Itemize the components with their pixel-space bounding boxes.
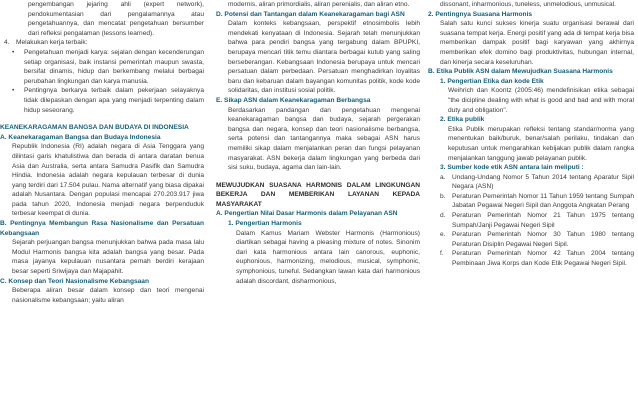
subheading-e: E. Sikap ASN dalam Keanekaragaman Berbangsa: [216, 96, 371, 104]
list-item: [428, 173, 634, 192]
column-left: [0, 0, 204, 305]
list-letter: b.: [440, 192, 446, 200]
kode-etik-list: [428, 173, 634, 269]
list-item: [428, 211, 634, 230]
list-letter: a.: [440, 173, 446, 181]
list-text: Peraturan Pemerintah Nomor 11 Tahun 1959 tentang Sumpah Jabatan Pegawai Negeri Sipil dan Anggota Angkatan Perang: [452, 192, 634, 210]
subheading-b: B. Etika Publik ASN dalam Mewujudkan Suasana Harmonis: [428, 68, 613, 76]
bullet-item-2: [0, 86, 204, 115]
bullet-item-1: [0, 48, 204, 86]
paragraph-knowledge: pengembangan jejaring ahli (expert network), pendokumentasian dari pengalamannya atau pengetahuannya, dan mencatat pengetahuan bersumber dari refleksi pengalaman (lessons learned).: [28, 1, 204, 37]
subheading-c: C. Konsep dan Teori Nasionalisme Kebangsaan: [0, 277, 150, 285]
paragraph-e: Berdasarkan pandangan dan pengetahuan mengenai keanekaragaman bangsa dan budaya, sejarah pergerakan bangsa dan negara, konsep dan teori nasionalisme berbangsa, serta potensi dan tantangannya maka sebagai ASN harus memiliki sikap dalam menjalankan peran dan fungsi pelayanan masyarakat. ASN bekerja dalam lingkungan yang berbeda dari sisi suku, budaya, agama dan lain-lain.: [228, 106, 420, 172]
paragraph-continued: dissonant, inharmonious, tuneless, unmelodious, unmusical.: [440, 1, 616, 8]
list-item: [428, 249, 634, 268]
paragraph-etika: Weihrich dan Koontz (2005:46) mendefinisikan etika sebagai "the dicipline dealing with what is good and bad and with moral duty and obligation".: [448, 87, 634, 114]
section-heading: MEWUJUDKAN SUASANA HARMONIS DALAM LINGKUNGAN BEKERJA DAN MEMBERIKAN LAYANAN KEPADA MASYARAKAT: [216, 181, 420, 208]
subheading-suasana: 2. Pentingnya Suasana Harmonis: [428, 10, 533, 18]
list-item: [428, 230, 634, 249]
list-letter: e.: [440, 231, 446, 239]
list-text: Peraturan Pemerintah Nomor 42 Tahun 2004 tentang Pembinaan Jiwa Korps dan Kode Etik Pegawai Negeri Sipil.: [452, 250, 634, 268]
column-right: [428, 0, 634, 269]
list-text: Melakukan kerja terbaik:: [16, 39, 88, 47]
list-item-4: [0, 38, 204, 48]
list-letter: d.: [440, 212, 446, 220]
paragraph-continued: modernis, aliran primordialis, aliran perenialis, dan aliran etno.: [228, 1, 410, 8]
bullet-icon: •: [12, 87, 15, 95]
subheading-etika-publik: 2. Etika publik: [440, 116, 485, 124]
subheading-harmonis: 1. Pengertian Harmonis: [228, 220, 302, 228]
paragraph-c: Beberapa aliran besar dalam konsep dan teori mengenai nasionalisme kebangsaan; yaitu aliran: [12, 287, 204, 304]
subheading-b: B. Pentingnya Membangun Rasa Nasionalisme dan Persatuan Kebangsaan: [0, 220, 204, 237]
list-item: [428, 192, 634, 211]
list-text: Peraturan Pemerintah Nomor 21 Tahun 1975 tentang Sumpah/Janji Pegawai Negeri Sipil: [452, 212, 634, 229]
subheading-a: A. Pengertian Nilai Dasar Harmonis dalam Pelayanan ASN: [216, 210, 398, 218]
bullet-icon: •: [12, 48, 15, 56]
subheading-etika: 1. Pengertian Etika dan kode Etik: [440, 77, 544, 85]
list-text: Undang-Undang Nomor 5 Tahun 2014 tentang Aparatur Sipil Negara (ASN): [452, 173, 634, 191]
subheading-d: D. Potensi dan Tantangan dalam Keanekaragaman bagi ASN: [216, 10, 405, 18]
bullet-text: Pengetahuan menjadi karya: sejalan dengan kecenderungan setiap organisasi, baik instansi pemerintah maupun swasta, bersifat dinamis, hidup dan berkembang melalui berbagai perubahan lingkungan dan karya manusia.: [24, 48, 204, 85]
bullet-text: Pentingnya berkarya terbaik dalam pekerjaan selayaknya tidak dilepaskan dengan apa yang menjadi terpenting dalam hidup seseorang.: [24, 87, 204, 114]
paragraph-b: Sejarah perjuangan bangsa menunjukkan bahwa pada masa lalu Modul Harmonis bangsa kita adalah bangsa yang besar. Pada masa jayanya kepulauan nusantara pernah berdiri kerajaan besar seperti Sriwijaya dan Majapahit.: [12, 239, 204, 276]
subheading-kode-etik: 3. Sumber kode etik ASN antara lain meliputi :: [440, 164, 584, 172]
list-text: Peraturan Pemerintah Nomor 30 Tahun 1980 tentang Peraturan Disiplin Pegawai Negeri Sipil.: [452, 231, 634, 248]
section-heading: KEANEKARAGAMAN BANGSA DAN BUDAYA DI INDONESIA: [0, 124, 189, 132]
paragraph-harmonis: Dalam Kamus Mariam Webster Harmonis (Harmonious) diartikan sebagai having a pleasing mixture of notes. Sinonim dari kata harmonious antara lain canorous, euphonic, euphonious, harmonizing, melodious, musical, symphonic, symphonious, tuneful. Sedangkan lawan kata dari harmonious adalah discordant, disharmonious,: [236, 229, 420, 285]
column-middle: [216, 0, 420, 286]
subheading-a: A. Keanekaragaman Bangsa dan Budaya Indonesia: [0, 133, 161, 141]
paragraph-d: Dalam konteks kebangsaan, perspektif etnosimbolis lebih mendekati kenyataan di Indonesia. Sejarah telah menunjukkan bahwa para pendiri bangsa yang tergabung dalam BPUPKI, berupaya mencari titik temu diantara berbagai kutub yang saling berseberangan. Kebangsaan Indonesia berupaya untuk mencari persatuan dalam perbedaan. Persatuan menghadirkan loyalitas baru dan kebaruan dalam bayangan komunitas politik, kode kode solidaritas, dan institusi sosial politik.: [228, 20, 420, 95]
paragraph-suasana: Salah satu kunci sukses kinerja suatu organisasi berawal dari suasana tempat kerja. Energi positif yang ada di tempat kerja bisa memberikan dampak positif bagi karyawan yang akhirnya memberikan efek domino bagi produktivitas, hubungan internal, dan kinerja secara keseluruhan.: [440, 20, 634, 66]
list-letter: f.: [440, 250, 444, 258]
paragraph-a: Republik Indonesia (RI) adalah negara di Asia Tenggara yang dilintasi garis khatulistiwa dan berada di antara daratan benua Asia dan Australia, serta antara Samudra Pasifik dan Samudra Hindia. Indonesia adalah negara kepulauan terbesar di dunia yang terdiri dari 17.504 pulau. Nama alternatif yang biasa dipakai adalah Nusantara. Dengan populasi mencapai 270.203.917 jiwa pada tahun 2020, Indonesia menjadi negara berpenduduk terbesar keempat di dunia.: [12, 143, 204, 218]
list-number: 4.: [4, 39, 10, 47]
paragraph-etika-publik: Etika Publik merupakan refleksi tentang standar/norma yang menentukan baik/buruk, benar/salah perilaku, tindakan dan keputusan untuk mengarahkan kebijakan publik dalam rangka menjalankan tanggung jawab pelayanan publik.: [448, 125, 634, 162]
